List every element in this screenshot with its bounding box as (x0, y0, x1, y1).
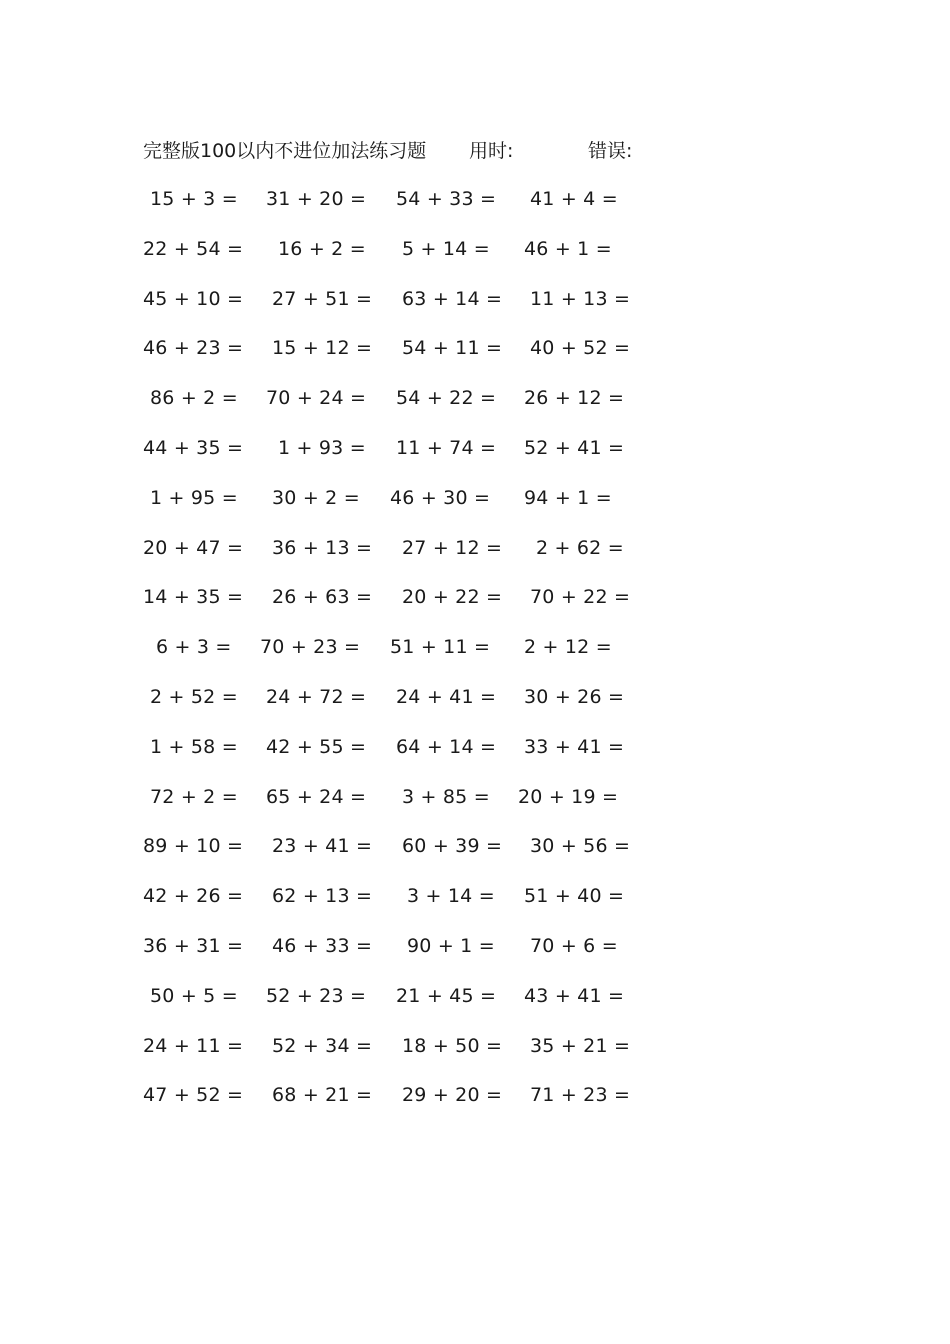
addition-problem: 3 + 14 = (407, 885, 495, 908)
addition-problem: 20 + 19 = (518, 785, 619, 808)
addition-problem: 70 + 22 = (530, 586, 631, 609)
problem-row (0, 183, 950, 233)
addition-problem: 52 + 34 = (272, 1034, 373, 1057)
addition-problem: 36 + 31 = (143, 934, 244, 957)
addition-problem: 24 + 41 = (396, 685, 497, 708)
problem-row (0, 1079, 950, 1129)
problem-row (0, 731, 950, 781)
addition-problem: 27 + 12 = (402, 536, 503, 559)
addition-problem: 15 + 3 = (150, 188, 238, 210)
problem-row (0, 382, 950, 432)
addition-problem: 52 + 41 = (524, 436, 625, 459)
addition-problem: 44 + 35 = (143, 436, 244, 459)
addition-problem: 86 + 2 = (150, 387, 238, 410)
problem-row (0, 233, 950, 283)
addition-problem: 64 + 14 = (396, 735, 497, 758)
addition-problem: 36 + 13 = (272, 536, 373, 559)
addition-problem: 54 + 33 = (396, 188, 497, 210)
addition-problem: 33 + 41 = (524, 735, 625, 758)
addition-problem: 65 + 24 = (266, 785, 367, 808)
addition-problem: 18 + 50 = (402, 1034, 503, 1057)
addition-problem: 54 + 22 = (396, 387, 497, 410)
addition-problem: 63 + 14 = (402, 287, 503, 310)
addition-problem: 46 + 1 = (524, 237, 612, 260)
problem-row (0, 482, 950, 532)
addition-problem: 29 + 20 = (402, 1084, 503, 1107)
addition-problem: 52 + 23 = (266, 984, 367, 1007)
worksheet-title: 完整版100以内不进位加法练习题 (143, 140, 427, 162)
addition-problem: 20 + 22 = (402, 586, 503, 609)
addition-problem: 24 + 72 = (266, 685, 367, 708)
problem-row (0, 930, 950, 980)
time-used-label: 用时: (469, 140, 514, 162)
addition-problem: 51 + 40 = (524, 885, 625, 908)
addition-problem: 70 + 6 = (530, 934, 618, 957)
addition-problem: 30 + 2 = (272, 486, 360, 509)
addition-problem: 1 + 95 = (150, 486, 238, 509)
addition-problem: 21 + 45 = (396, 984, 497, 1007)
addition-problem: 51 + 11 = (390, 636, 491, 659)
problem-row (0, 681, 950, 731)
problem-row (0, 432, 950, 482)
addition-problem: 54 + 11 = (402, 337, 503, 360)
problem-grid (0, 183, 950, 1129)
addition-problem: 46 + 23 = (143, 337, 244, 360)
addition-problem: 70 + 24 = (266, 387, 367, 410)
problem-row (0, 1030, 950, 1080)
addition-problem: 22 + 54 = (143, 237, 244, 260)
addition-problem: 72 + 2 = (150, 785, 238, 808)
addition-problem: 94 + 1 = (524, 486, 612, 509)
addition-problem: 14 + 35 = (143, 586, 244, 609)
problem-row (0, 631, 950, 681)
addition-problem: 6 + 3 = (156, 636, 232, 659)
addition-problem: 60 + 39 = (402, 835, 503, 858)
addition-problem: 42 + 55 = (266, 735, 367, 758)
addition-problem: 5 + 14 = (402, 237, 490, 260)
addition-problem: 43 + 41 = (524, 984, 625, 1007)
addition-problem: 68 + 21 = (272, 1084, 373, 1107)
addition-problem: 50 + 5 = (150, 984, 238, 1007)
addition-problem: 90 + 1 = (407, 934, 495, 957)
problem-row (0, 332, 950, 382)
addition-problem: 41 + 4 = (530, 188, 618, 210)
addition-problem: 45 + 10 = (143, 287, 244, 310)
addition-problem: 31 + 20 = (266, 188, 367, 210)
errors-label: 错误: (588, 140, 633, 162)
addition-problem: 16 + 2 = (278, 237, 366, 260)
addition-problem: 35 + 21 = (530, 1034, 631, 1057)
addition-problem: 30 + 26 = (524, 685, 625, 708)
problem-row (0, 830, 950, 880)
addition-problem: 20 + 47 = (143, 536, 244, 559)
addition-problem: 42 + 26 = (143, 885, 244, 908)
addition-problem: 89 + 10 = (143, 835, 244, 858)
problem-row (0, 980, 950, 1030)
addition-problem: 15 + 12 = (272, 337, 373, 360)
addition-problem: 46 + 30 = (390, 486, 491, 509)
addition-problem: 24 + 11 = (143, 1034, 244, 1057)
addition-problem: 62 + 13 = (272, 885, 373, 908)
addition-problem: 71 + 23 = (530, 1084, 631, 1107)
addition-problem: 3 + 85 = (402, 785, 490, 808)
addition-problem: 27 + 51 = (272, 287, 373, 310)
problem-row (0, 532, 950, 582)
addition-problem: 1 + 58 = (150, 735, 238, 758)
addition-problem: 47 + 52 = (143, 1084, 244, 1107)
problem-row (0, 880, 950, 930)
addition-problem: 26 + 12 = (524, 387, 625, 410)
addition-problem: 23 + 41 = (272, 835, 373, 858)
addition-problem: 26 + 63 = (272, 586, 373, 609)
addition-problem: 30 + 56 = (530, 835, 631, 858)
addition-problem: 46 + 33 = (272, 934, 373, 957)
addition-problem: 1 + 93 = (278, 436, 366, 459)
addition-problem: 11 + 74 = (396, 436, 497, 459)
addition-problem: 11 + 13 = (530, 287, 631, 310)
problem-row (0, 581, 950, 631)
addition-problem: 70 + 23 = (260, 636, 361, 659)
problem-row (0, 781, 950, 831)
addition-problem: 2 + 62 = (536, 536, 624, 559)
addition-problem: 40 + 52 = (530, 337, 631, 360)
addition-problem: 2 + 52 = (150, 685, 238, 708)
problem-row (0, 283, 950, 333)
addition-problem: 2 + 12 = (524, 636, 612, 659)
